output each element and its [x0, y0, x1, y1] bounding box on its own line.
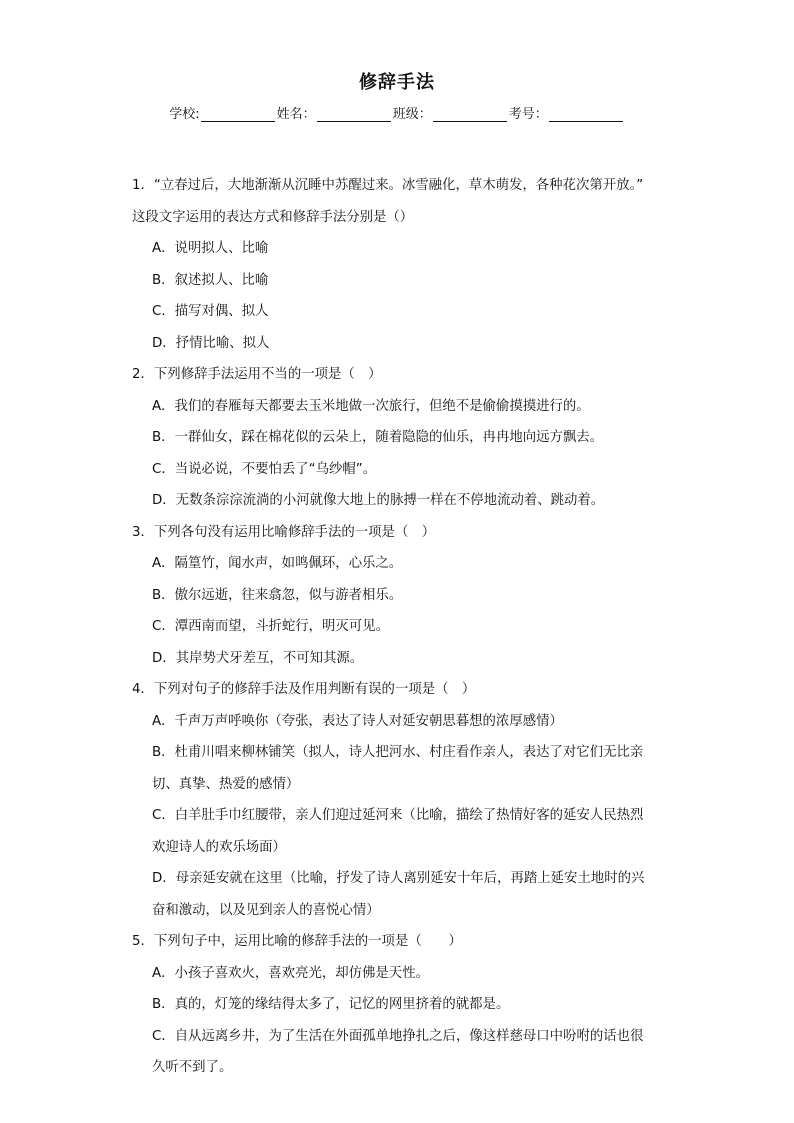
exam-number-label: 考号：: [508, 107, 548, 122]
school-field: [169, 103, 276, 122]
question-stem: 2．下列修辞手法运用不当的一项是（ ）: [132, 367, 382, 382]
answer-option[interactable]: C．白羊肚手巾红腰带，亲人们迎过延河来（比喻，描绘了热情好客的延安人民热烈: [152, 808, 644, 823]
answer-option[interactable]: C．潭西南而望，斗折蛇行，明灭可见。: [152, 619, 389, 634]
answer-option[interactable]: C．自从远离乡井，为了生活在外面孤单地挣扎之后，像这样慈母口中吩咐的话也很: [152, 1028, 644, 1044]
answer-option[interactable]: C．描写对偶、拟人: [152, 304, 269, 319]
answer-option[interactable]: D．其岸势犬牙差互，不可知其源。: [152, 650, 364, 666]
class-blank[interactable]: [433, 108, 507, 122]
question-block: [132, 170, 672, 359]
answer-option[interactable]: A．隔篁竹，闻水声，如鸣佩环，心乐之。: [152, 556, 403, 571]
question-stem: 1．“立春过后，大地渐渐从沉睡中苏醒过来。冰雪融化，草木萌发，各种花次第开放。”: [132, 178, 644, 193]
school-label: 学校:: [169, 107, 200, 122]
question-stem: 这段文字运用的表达方式和修辞手法分别是（）: [132, 209, 414, 225]
question-stem: 5．下列句子中，运用比喻的修辞手法的一项是（ ）: [132, 934, 462, 949]
exam-number-field: [509, 103, 625, 122]
name-label: 姓名：: [276, 107, 316, 122]
answer-option[interactable]: B．真的，灯笼的缘结得太多了，记忆的网里挤着的就都是。: [152, 997, 510, 1012]
answer-option[interactable]: 欢迎诗人的欢乐场面）: [152, 839, 286, 855]
question-block: [132, 674, 672, 926]
name-blank[interactable]: [317, 108, 391, 122]
answer-option[interactable]: D．母亲延安就在这里（比喻，抒发了诗人离别延安十年后，再踏上延安土地时的兴: [152, 871, 645, 886]
question-list: [132, 170, 672, 1084]
document-title: 修辞手法: [359, 72, 435, 93]
answer-option[interactable]: B．一群仙女，踩在棉花似的云朵上，随着隐隐的仙乐，冉冉地向远方飘去。: [152, 430, 604, 445]
name-field: [277, 103, 393, 122]
school-blank[interactable]: [201, 108, 275, 122]
answer-option[interactable]: A．说明拟人、比喻: [152, 241, 269, 256]
answer-option[interactable]: B．傲尔远逝，往来翕忽，似与游者相乐。: [152, 587, 403, 603]
answer-option[interactable]: D．无数条淙淙流淌的小河就像大地上的脉搏一样在不停地流动着、跳动着。: [152, 493, 605, 508]
answer-option[interactable]: 久听不到了。: [152, 1060, 233, 1075]
student-info-row: [0, 103, 794, 122]
answer-option[interactable]: B．杜甫川唱来柳林铺笑（拟人，诗人把河水、村庄看作亲人，表达了对它们无比亲: [152, 745, 644, 760]
answer-option[interactable]: A．我们的春雁每天都要去玉米地做一次旅行，但绝不是偷偷摸摸进行的。: [152, 398, 590, 414]
answer-option[interactable]: C．当说必说，不要怕丢了“乌纱帽”。: [152, 461, 377, 477]
question-stem: 3．下列各句没有运用比喻修辞手法的一项是（ ）: [132, 524, 436, 540]
answer-option[interactable]: B．叙述拟人、比喻: [152, 272, 269, 288]
class-field: [393, 103, 509, 122]
answer-option[interactable]: D．抒情比喻、拟人: [152, 335, 270, 351]
answer-option[interactable]: A．小孩子喜欢火，喜欢亮光，却仿佛是天性。: [152, 965, 429, 981]
exam-number-blank[interactable]: [549, 108, 623, 122]
question-block: [132, 517, 672, 675]
answer-option[interactable]: A．千声万声呼唤你（夸张，表达了诗人对延安朝思暮想的浓厚感情）: [152, 713, 563, 729]
question-block: [132, 926, 672, 1084]
class-label: 班级：: [392, 107, 432, 122]
answer-option[interactable]: 奋和激动，以及见到亲人的喜悦心情）: [152, 902, 380, 918]
question-stem: 4．下列对句子的修辞手法及作用判断有误的一项是（ ）: [132, 682, 476, 697]
question-block: [132, 359, 672, 517]
answer-option[interactable]: 切、真挚、热爱的感情）: [152, 776, 300, 792]
